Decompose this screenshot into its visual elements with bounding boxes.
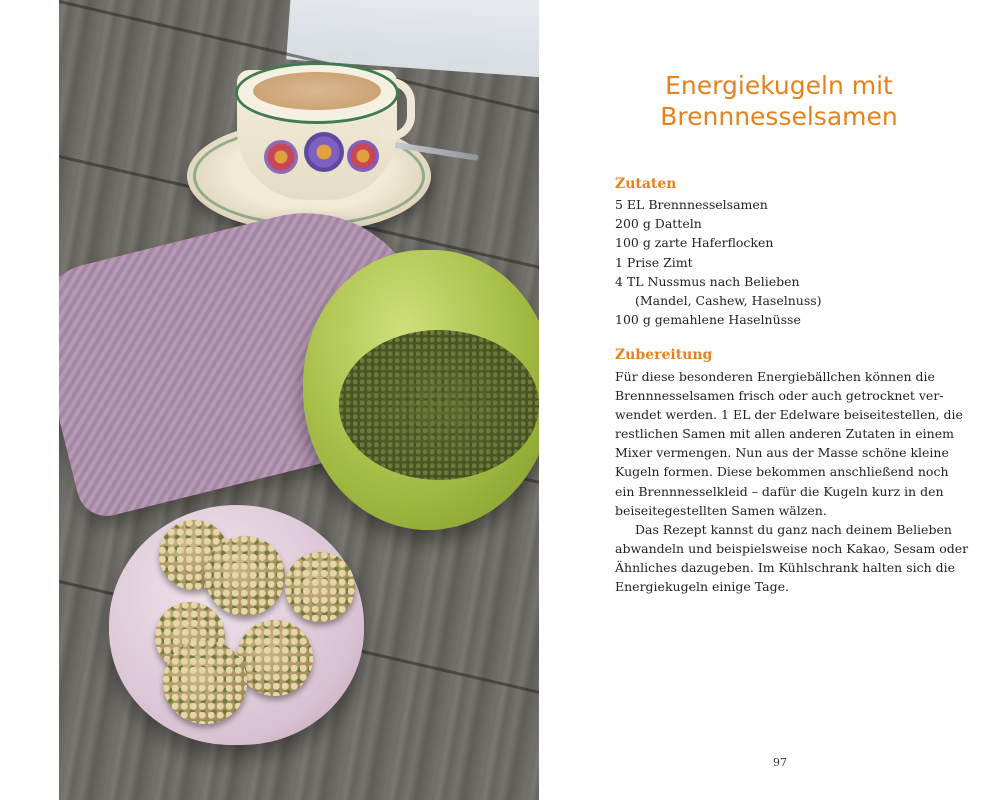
ingredient-item: 200 g Datteln [615, 216, 702, 232]
ingredient-item: 100 g zarte Haferflocken [615, 235, 774, 251]
preparation-line: ein Brennnesselkleid – dafür die Kugeln kurz in den [615, 483, 944, 499]
recipe-title [620, 70, 938, 132]
recipe-title-line2: Brennnesselsamen [660, 102, 898, 131]
preparation-line: wendet werden. 1 EL der Edelware beiseitestellen, die [615, 407, 963, 423]
preparation-line: Mixer vermengen. Nun aus der Masse schöne kleine [615, 445, 949, 461]
ingredient-item: 1 Prise Zimt [615, 254, 693, 270]
ingredient-item: 5 EL Brennnesselsamen [615, 197, 768, 212]
energy-ball [285, 552, 355, 622]
ingredient-item-note: (Mandel, Cashew, Haselnuss) [635, 293, 822, 309]
ingredient-item: 4 TL Nussmus nach Belieben [615, 273, 800, 289]
energy-ball [163, 640, 247, 724]
cup-flower-decoration [304, 132, 344, 172]
preparation-line: beiseitegestellten Samen wälzen. [615, 502, 827, 518]
recipe-photo [59, 0, 539, 800]
tea [253, 72, 381, 110]
preparation-text [615, 367, 969, 596]
page-number: 97 [773, 756, 787, 769]
preparation-line: Energiekugeln einige Tage. [615, 579, 789, 595]
preparation-line: abwandeln und beispielsweise noch Kakao, Sesam oder [615, 540, 969, 556]
ingredients-heading: Zutaten [615, 176, 677, 192]
cup-flower-decoration [264, 140, 298, 174]
energy-ball [237, 620, 313, 696]
preparation-line: Für diese besonderen Energiebällchen können die [615, 369, 935, 384]
nettle-seeds [339, 330, 539, 480]
preparation-line: restlichen Samen mit allen anderen Zutaten in einem [615, 426, 954, 442]
preparation-line: Ähnliches dazugeben. Im Kühlschrank halten sich die [615, 559, 956, 575]
ingredient-item: 100 g gemahlene Haselnüsse [615, 312, 801, 328]
preparation-line: Kugeln formen. Diese bekommen anschließend noch [615, 464, 949, 480]
cup-flower-decoration [347, 140, 379, 172]
recipe-title-line1: Energiekugeln mit [665, 71, 893, 100]
preparation-line: Brennnesselsamen frisch oder auch getrocknet ver- [615, 388, 944, 404]
preparation-line: Das Rezept kannst du ganz nach deinem Belieben [635, 521, 952, 537]
energy-ball [205, 536, 285, 616]
ingredients-list [615, 195, 945, 329]
preparation-heading: Zubereitung [615, 347, 713, 363]
